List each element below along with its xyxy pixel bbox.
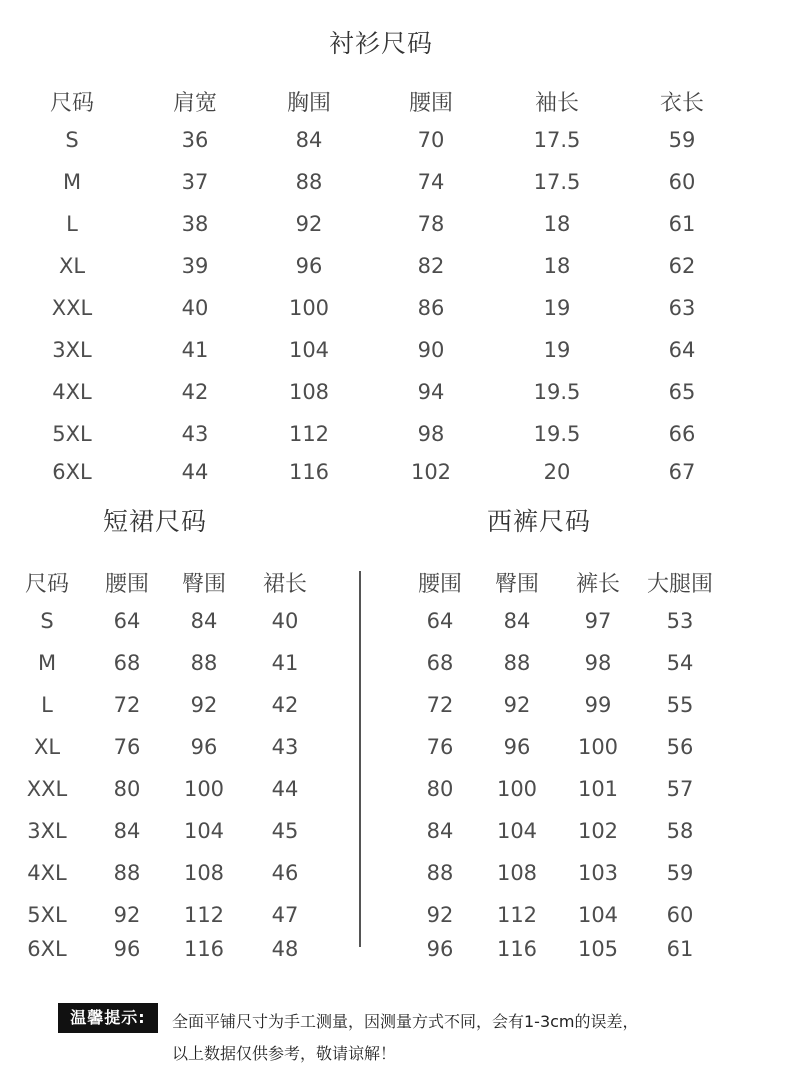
skirt-cell: M [37, 651, 57, 675]
skirt-cell: 104 [183, 819, 225, 843]
skirt-cell: 42 [271, 693, 299, 717]
skirt-cell: 64 [113, 609, 141, 633]
skirt-cell: 108 [183, 861, 225, 885]
pants-cell: 56 [666, 735, 694, 759]
shirt-cell: 19.5 [533, 422, 581, 446]
skirt-cell: 44 [271, 777, 299, 801]
shirt-cell: 67 [668, 460, 696, 484]
pants-cell: 116 [496, 937, 538, 961]
shirt-cell: 18 [543, 212, 571, 236]
pants-cell: 96 [426, 937, 454, 961]
pants-cell: 72 [426, 693, 454, 717]
shirt-cell: 65 [668, 380, 696, 404]
shirt-cell: 88 [295, 170, 323, 194]
skirt-cell: 43 [271, 735, 299, 759]
shirt-cell: 63 [668, 296, 696, 320]
pants-cell: 80 [426, 777, 454, 801]
shirt-cell: 20 [543, 460, 571, 484]
pants-cell: 103 [577, 861, 619, 885]
shirt-cell: 78 [417, 212, 445, 236]
shirt-cell: L [66, 212, 78, 236]
skirt-cell: 47 [271, 903, 299, 927]
pants-cell: 57 [666, 777, 694, 801]
pants-cell: 99 [584, 693, 612, 717]
skirt-cell: 45 [271, 819, 299, 843]
pants-header-cell: 裤长 [575, 572, 621, 597]
pants-cell: 92 [503, 693, 531, 717]
shirt-cell: 6XL [52, 460, 92, 484]
shirt-cell: 19 [543, 338, 571, 362]
skirt-cell: 92 [190, 693, 218, 717]
skirt-cell: 4XL [27, 861, 67, 885]
pants-cell: 97 [584, 609, 612, 633]
skirt-header-cell: 腰围 [104, 572, 150, 597]
shirt-cell: 112 [288, 422, 330, 446]
tip-label-badge: 温馨提示: [58, 1003, 158, 1033]
shirt-cell: 4XL [52, 380, 92, 404]
shirt-header-cell: 胸围 [286, 91, 332, 116]
shirt-cell: 39 [181, 254, 209, 278]
shirt-size-title: 衬衫尺码 [329, 29, 434, 58]
shirt-cell: 90 [417, 338, 445, 362]
shirt-header-cell: 衣长 [659, 91, 705, 116]
skirt-cell: L [41, 693, 53, 717]
pants-cell: 92 [426, 903, 454, 927]
pants-header-cell: 臀围 [494, 572, 540, 597]
skirt-header-cell: 裙长 [262, 572, 308, 597]
pants-size-title: 西裤尺码 [487, 507, 592, 536]
shirt-cell: 37 [181, 170, 209, 194]
skirt-cell: 68 [113, 651, 141, 675]
shirt-cell: 94 [417, 380, 445, 404]
pants-cell: 100 [496, 777, 538, 801]
shirt-cell: 86 [417, 296, 445, 320]
pants-cell: 88 [503, 651, 531, 675]
table-divider [359, 571, 361, 947]
shirt-cell: 38 [181, 212, 209, 236]
skirt-cell: 5XL [27, 903, 67, 927]
skirt-cell: 80 [113, 777, 141, 801]
shirt-cell: 3XL [52, 338, 92, 362]
skirt-cell: 6XL [27, 937, 67, 961]
skirt-cell: 46 [271, 861, 299, 885]
pants-header-cell: 腰围 [417, 572, 463, 597]
pants-cell: 101 [577, 777, 619, 801]
shirt-cell: 100 [288, 296, 330, 320]
shirt-cell: 98 [417, 422, 445, 446]
skirt-cell: 96 [190, 735, 218, 759]
pants-cell: 58 [666, 819, 694, 843]
skirt-cell: 112 [183, 903, 225, 927]
skirt-cell: 40 [271, 609, 299, 633]
shirt-cell: 61 [668, 212, 696, 236]
shirt-cell: 5XL [52, 422, 92, 446]
shirt-cell: 40 [181, 296, 209, 320]
skirt-cell: 3XL [27, 819, 67, 843]
pants-cell: 102 [577, 819, 619, 843]
skirt-cell: 100 [183, 777, 225, 801]
shirt-cell: 19 [543, 296, 571, 320]
skirt-cell: 84 [113, 819, 141, 843]
shirt-header-cell: 肩宽 [172, 91, 218, 116]
pants-cell: 100 [577, 735, 619, 759]
shirt-cell: 70 [417, 128, 445, 152]
shirt-cell: 104 [288, 338, 330, 362]
skirt-cell: 92 [113, 903, 141, 927]
skirt-size-title: 短裙尺码 [103, 507, 208, 536]
shirt-header-cell: 袖长 [534, 91, 580, 116]
shirt-header-cell: 尺码 [49, 91, 95, 116]
skirt-cell: 72 [113, 693, 141, 717]
pants-cell: 64 [426, 609, 454, 633]
pants-cell: 88 [426, 861, 454, 885]
shirt-cell: S [65, 128, 79, 152]
shirt-cell: XXL [51, 296, 93, 320]
shirt-cell: 19.5 [533, 380, 581, 404]
skirt-cell: 96 [113, 937, 141, 961]
shirt-cell: 44 [181, 460, 209, 484]
tip-line-2: 以上数据仅供参考，敬请谅解！ [172, 1044, 397, 1063]
skirt-cell: 88 [190, 651, 218, 675]
pants-cell: 105 [577, 937, 619, 961]
pants-cell: 53 [666, 609, 694, 633]
shirt-cell: 116 [288, 460, 330, 484]
shirt-cell: 74 [417, 170, 445, 194]
skirt-cell: 116 [183, 937, 225, 961]
pants-cell: 68 [426, 651, 454, 675]
skirt-cell: 41 [271, 651, 299, 675]
pants-cell: 84 [503, 609, 531, 633]
shirt-cell: 59 [668, 128, 696, 152]
pants-cell: 54 [666, 651, 694, 675]
tip-line-1: 全面平铺尺寸为手工测量，因测量方式不同，会有1-3cm的误差， [172, 1012, 639, 1031]
skirt-cell: 76 [113, 735, 141, 759]
pants-cell: 55 [666, 693, 694, 717]
shirt-cell: M [62, 170, 82, 194]
shirt-cell: 42 [181, 380, 209, 404]
shirt-cell: 17.5 [533, 128, 581, 152]
pants-cell: 104 [577, 903, 619, 927]
pants-cell: 108 [496, 861, 538, 885]
pants-cell: 112 [496, 903, 538, 927]
shirt-cell: 102 [410, 460, 452, 484]
shirt-cell: 41 [181, 338, 209, 362]
shirt-cell: 92 [295, 212, 323, 236]
pants-cell: 104 [496, 819, 538, 843]
pants-cell: 96 [503, 735, 531, 759]
pants-header-cell: 大腿围 [646, 572, 714, 597]
pants-cell: 59 [666, 861, 694, 885]
shirt-cell: 62 [668, 254, 696, 278]
shirt-cell: 96 [295, 254, 323, 278]
shirt-cell: 17.5 [533, 170, 581, 194]
pants-cell: 98 [584, 651, 612, 675]
pants-cell: 60 [666, 903, 694, 927]
shirt-cell: 82 [417, 254, 445, 278]
skirt-cell: 88 [113, 861, 141, 885]
shirt-cell: 60 [668, 170, 696, 194]
skirt-cell: S [40, 609, 54, 633]
shirt-cell: 43 [181, 422, 209, 446]
pants-cell: 61 [666, 937, 694, 961]
skirt-header-cell: 臀围 [181, 572, 227, 597]
shirt-cell: XL [58, 254, 86, 278]
shirt-cell: 36 [181, 128, 209, 152]
skirt-cell: XXL [26, 777, 68, 801]
shirt-cell: 64 [668, 338, 696, 362]
skirt-cell: XL [33, 735, 61, 759]
pants-cell: 84 [426, 819, 454, 843]
shirt-cell: 66 [668, 422, 696, 446]
skirt-cell: 48 [271, 937, 299, 961]
shirt-cell: 18 [543, 254, 571, 278]
skirt-header-cell: 尺码 [24, 572, 70, 597]
shirt-cell: 108 [288, 380, 330, 404]
pants-cell: 76 [426, 735, 454, 759]
shirt-cell: 84 [295, 128, 323, 152]
skirt-cell: 84 [190, 609, 218, 633]
shirt-header-cell: 腰围 [408, 91, 454, 116]
